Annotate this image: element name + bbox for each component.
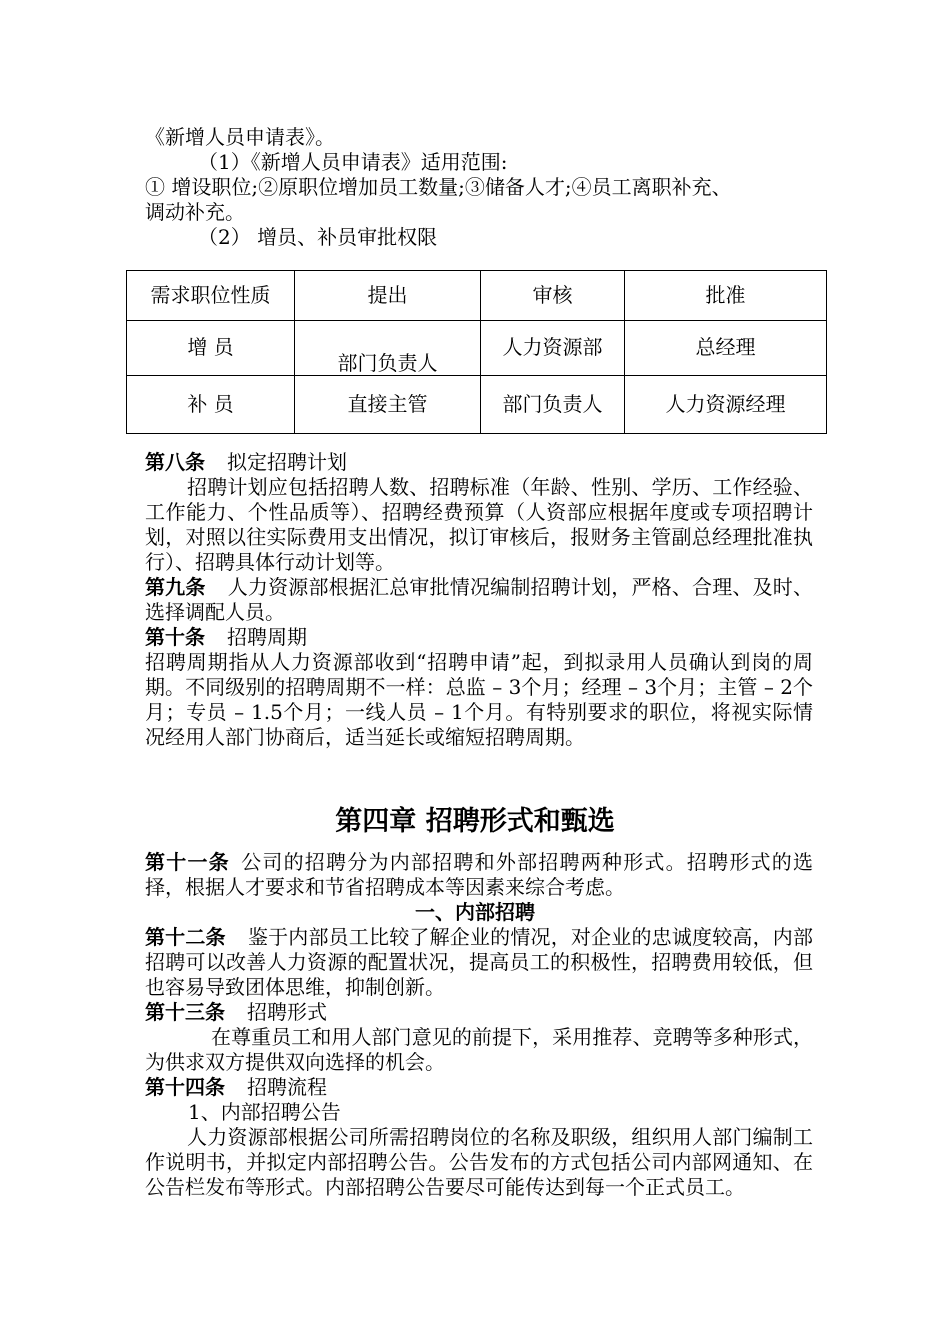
table-cell bbox=[127, 321, 295, 376]
article-14-subheading: 1、内部招聘公告 bbox=[188, 1100, 341, 1124]
article-12 bbox=[145, 925, 813, 1000]
table-cell: 人力资源经理 bbox=[625, 376, 827, 434]
table-header-cell: 审核 bbox=[481, 271, 625, 321]
article-11-number: 第十一条 bbox=[145, 850, 230, 874]
table-row bbox=[127, 321, 827, 376]
article-8-title: 拟定招聘计划 bbox=[227, 450, 347, 474]
article-14-number: 第十四条 bbox=[145, 1075, 225, 1099]
article-9 bbox=[145, 575, 813, 625]
article-13-title: 招聘形式 bbox=[247, 1000, 327, 1024]
table-cell bbox=[295, 321, 481, 376]
table-header-cell: 需求职位性质 bbox=[127, 271, 295, 321]
table-cell-text: 增 员 bbox=[187, 334, 234, 359]
table-cell: 部门负责人 bbox=[481, 376, 625, 434]
table-cell bbox=[481, 321, 625, 376]
table-cell-text: 总经理 bbox=[695, 334, 756, 359]
article-14-title: 招聘流程 bbox=[247, 1075, 327, 1099]
line-form-name: 《新增人员申请表》。 bbox=[145, 125, 335, 149]
article-12-body: 鉴于内部员工比较了解企业的情况，对企业的忠诚度较高，内部招聘可以改善人力资源的配置状况，提高员工的积极性，招聘费用较低，但也容易导致团体思维，抑制创新。 bbox=[145, 925, 813, 999]
table-header-cell: 提出 bbox=[295, 271, 481, 321]
article-14-body: 人力资源部根据公司所需招聘岗位的名称及职级，组织用人部门编制工作说明书，并拟定内部招聘公告。公告发布的方式包括公司内部网通知、在公告栏发布等形式。内部招聘公告要尽可能传达到每一个正式员工。 bbox=[145, 1125, 813, 1199]
article-8-number: 第八条 bbox=[145, 450, 205, 474]
table-header-row bbox=[127, 271, 827, 321]
article-10-number: 第十条 bbox=[145, 625, 205, 649]
line-scope-title: （1）《新增人员申请表》适用范围: bbox=[198, 150, 508, 174]
table-cell-text: 人力资源部 bbox=[502, 334, 603, 359]
article-11-body: 公司的招聘分为内部招聘和外部招聘两种形式。招聘形式的选择，根据人才要求和节省招聘成本等因素来综合考虑。 bbox=[145, 850, 814, 899]
table-cell bbox=[625, 321, 827, 376]
chapter-4-title: 第四章 招聘形式和甄选 bbox=[335, 806, 615, 837]
article-14-heading bbox=[145, 1075, 815, 1100]
article-12-number: 第十二条 bbox=[145, 925, 226, 949]
table-cell: 补 员 bbox=[127, 376, 295, 434]
article-10-title: 招聘周期 bbox=[227, 625, 307, 649]
table-cell-text: 部门负责人 bbox=[337, 350, 438, 375]
article-13-number: 第十三条 bbox=[145, 1000, 225, 1024]
line-scope-items: ① 增设职位;②原职位增加员工数量;③储备人才;④员工离职补充、 bbox=[145, 175, 732, 199]
article-9-number: 第九条 bbox=[145, 575, 206, 599]
approval-authority-table bbox=[126, 270, 827, 434]
article-13-body: 在尊重员工和用人部门意见的前提下，采用推荐、竞聘等多种形式，为供求双方提供双向选择的机会。 bbox=[145, 1025, 813, 1074]
table-row bbox=[127, 376, 827, 434]
section-internal-recruitment: 一、内部招聘 bbox=[415, 900, 535, 924]
article-13-heading bbox=[145, 1000, 815, 1025]
table-header-cell: 批准 bbox=[625, 271, 827, 321]
article-11 bbox=[145, 850, 813, 900]
article-8-body: 招聘计划应包括招聘人数、招聘标准（年龄、性别、学历、工作经验、工作能力、个性品质等）、招聘经费预算（人资部应根据年度或专项招聘计划，对照以往实际费用支出情况，拟订审核后，报财务主管副总经理批准执行）、招聘具体行动计划等。 bbox=[145, 475, 813, 574]
article-10-body: 招聘周期指从人力资源部收到“招聘申请”起，到拟录用人员确认到岗的周期。不同级别的招聘周期不一样：总监 – 3个月；经理 – 3个月；主管 – 2个月；专员 – 1.5个月；一线人员 – 1个月。有特别要求的职位，将视实际情况经用人部门协商后，适当延长或缩短招聘周期。 bbox=[145, 650, 813, 749]
line-scope-items-cont: 调动补充。 bbox=[145, 200, 245, 224]
article-9-body: 人力资源部根据汇总审批情况编制招聘计划，严格、合理、及时、选择调配人员。 bbox=[145, 575, 813, 624]
table-cell: 直接主管 bbox=[295, 376, 481, 434]
article-10-heading bbox=[145, 625, 815, 650]
line-approval-title: （2） 增员、补员审批权限 bbox=[198, 225, 438, 249]
article-8-heading bbox=[145, 450, 815, 475]
